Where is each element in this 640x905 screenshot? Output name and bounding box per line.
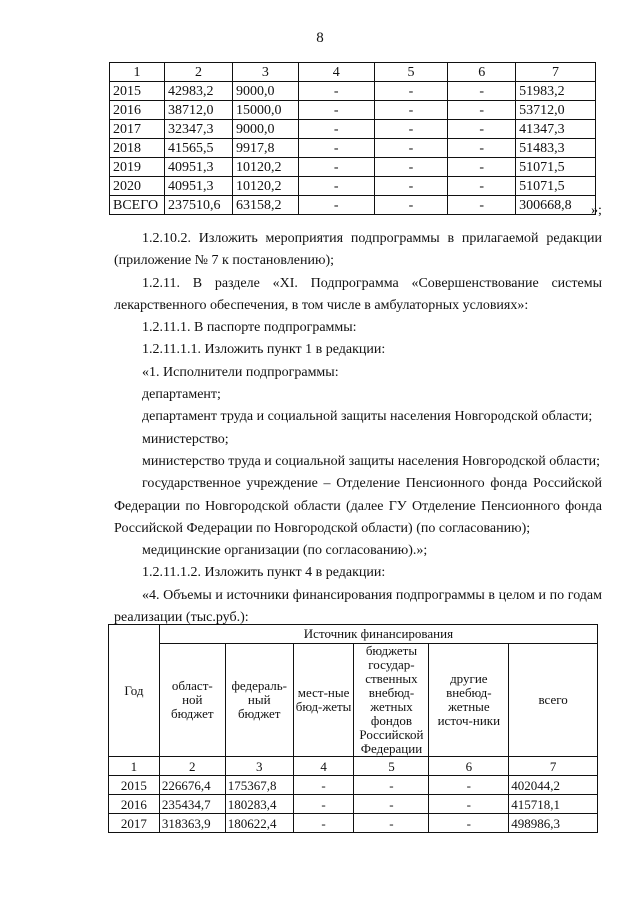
table-cell: - — [429, 795, 509, 814]
table-cell: 2015 — [110, 82, 165, 101]
table-cell: 10120,2 — [232, 177, 298, 196]
table-cell: - — [293, 795, 354, 814]
table-cell: - — [354, 814, 429, 833]
paragraph: 1.2.11.1.2. Изложить пункт 4 в редакции: — [142, 565, 386, 581]
table-cell: - — [354, 776, 429, 795]
column-number: 1 — [109, 757, 160, 776]
table-row — [110, 120, 596, 139]
table-cell: 498986,3 — [509, 814, 598, 833]
table-cell: 415718,1 — [509, 795, 598, 814]
table-cell: 226676,4 — [159, 776, 225, 795]
table-cell: 53712,0 — [516, 101, 596, 120]
table-header-row — [110, 63, 596, 82]
table-cell: 2015 — [109, 776, 160, 795]
table-cell: - — [448, 196, 516, 215]
table-cell: 15000,0 — [232, 101, 298, 120]
paragraph: медицинские организации (по согласованию).»; — [142, 543, 428, 559]
paragraph: «1. Исполнители подпрограммы: — [142, 364, 339, 380]
page-number: 8 — [316, 30, 324, 46]
table-cell: - — [448, 177, 516, 196]
table-cell: 2017 — [109, 814, 160, 833]
paragraph: 1.2.11.1.1. Изложить пункт 1 в редакции: — [142, 342, 386, 358]
closing-quote: »; — [591, 203, 602, 218]
column-number: 5 — [374, 63, 448, 82]
table-cell: - — [448, 139, 516, 158]
table-cell: 63158,2 — [232, 196, 298, 215]
table-cell: 9000,0 — [232, 82, 298, 101]
paragraph: министерство труда и социальной защиты населения Новгородской области; — [142, 453, 600, 469]
table-cell: 2016 — [109, 795, 160, 814]
table-cell: - — [448, 101, 516, 120]
table-cell: 51483,3 — [516, 139, 596, 158]
table-row — [110, 139, 596, 158]
table-cell: - — [298, 139, 374, 158]
table-cell: 9000,0 — [232, 120, 298, 139]
column-header: другие внебюд-жетные источ-ники — [429, 644, 509, 757]
table-cell: - — [429, 814, 509, 833]
column-number: 7 — [516, 63, 596, 82]
table-row — [109, 814, 598, 833]
source-header: Источник финансирования — [159, 625, 597, 644]
table-cell: - — [293, 814, 354, 833]
column-header-year: Год — [109, 625, 160, 757]
column-number: 1 — [110, 63, 165, 82]
table-cell: 235434,7 — [159, 795, 225, 814]
table-row — [109, 776, 598, 795]
table-cell: - — [448, 158, 516, 177]
column-number: 2 — [159, 757, 225, 776]
column-header-row — [109, 644, 598, 757]
table-cell: - — [298, 196, 374, 215]
table-cell: ВСЕГО — [110, 196, 165, 215]
table-cell: - — [374, 120, 448, 139]
table-cell: 2018 — [110, 139, 165, 158]
column-number: 4 — [293, 757, 354, 776]
table-cell: - — [374, 196, 448, 215]
table-cell: 2016 — [110, 101, 165, 120]
column-header: бюджеты государ-ственных внебюд-жетных фондов Российской Федерации — [354, 644, 429, 757]
table-row — [110, 196, 596, 215]
table-row — [110, 158, 596, 177]
table-cell: - — [374, 158, 448, 177]
column-header: федераль-ный бюджет — [225, 644, 293, 757]
paragraph: государственное учреждение – Отделение Пенсионного фонда Российской Федерации по Новгородской области (далее ГУ Отделение Пенсионного фонда Российской Федерации по Новгородской области) (по согласованию); — [114, 476, 602, 536]
column-number: 5 — [354, 757, 429, 776]
table-cell: - — [298, 82, 374, 101]
table-cell: - — [298, 158, 374, 177]
table-cell: 41565,5 — [164, 139, 232, 158]
table-cell: 175367,8 — [225, 776, 293, 795]
table-cell: - — [448, 82, 516, 101]
funding-table-continued — [109, 62, 596, 215]
table-cell: 2017 — [110, 120, 165, 139]
table-cell: - — [298, 177, 374, 196]
funding-sources-table — [108, 624, 598, 833]
table-row — [110, 82, 596, 101]
paragraph: департамент; — [142, 387, 221, 403]
table-cell: - — [298, 101, 374, 120]
column-header: всего — [509, 644, 598, 757]
table-cell: 40951,3 — [164, 158, 232, 177]
table-cell: 2020 — [110, 177, 165, 196]
paragraph: 1.2.10.2. Изложить мероприятия подпрограммы в прилагаемой редакции (приложение № 7 к постановлению); — [114, 231, 602, 269]
table-cell: 300668,8 — [516, 196, 596, 215]
table-cell: - — [374, 139, 448, 158]
column-number: 4 — [298, 63, 374, 82]
paragraph: министерство; — [142, 431, 229, 447]
column-number: 2 — [164, 63, 232, 82]
column-number: 3 — [232, 63, 298, 82]
table-cell: 9917,8 — [232, 139, 298, 158]
table-cell: 41347,3 — [516, 120, 596, 139]
table-cell: 180622,4 — [225, 814, 293, 833]
table-cell: - — [374, 101, 448, 120]
table-cell: 51071,5 — [516, 177, 596, 196]
table-cell: - — [354, 795, 429, 814]
table-cell: - — [374, 82, 448, 101]
table-cell: - — [429, 776, 509, 795]
table-cell: 51071,5 — [516, 158, 596, 177]
table-cell: - — [293, 776, 354, 795]
table-row — [110, 101, 596, 120]
table-cell: 318363,9 — [159, 814, 225, 833]
table-cell: 180283,4 — [225, 795, 293, 814]
column-number: 6 — [448, 63, 516, 82]
table-cell: 237510,6 — [164, 196, 232, 215]
paragraph: департамент труда и социальной защиты населения Новгородской области; — [142, 409, 593, 425]
table-row — [110, 177, 596, 196]
column-header: мест-ные бюд-жеты — [293, 644, 354, 757]
column-number: 7 — [509, 757, 598, 776]
column-number: 6 — [429, 757, 509, 776]
table-row — [109, 795, 598, 814]
table-cell: 51983,2 — [516, 82, 596, 101]
paragraph: 1.2.11.1. В паспорте подпрограммы: — [142, 320, 357, 336]
paragraph: 1.2.11. В разделе «XI. Подпрограмма «Совершенствование системы лекарственного обеспечения, в том числе в амбулаторных условиях»: — [114, 275, 602, 313]
table-cell: 402044,2 — [509, 776, 598, 795]
table-cell: - — [298, 120, 374, 139]
table-cell: 40951,3 — [164, 177, 232, 196]
table-cell: - — [448, 120, 516, 139]
table-cell: 42983,2 — [164, 82, 232, 101]
table-cell: 2019 — [110, 158, 165, 177]
column-number: 3 — [225, 757, 293, 776]
column-header: област-ной бюджет — [159, 644, 225, 757]
paragraph: «4. Объемы и источники финансирования подпрограммы в целом и по годам реализации (тыс.руб.): — [114, 587, 602, 626]
column-number-row — [109, 757, 598, 776]
table-cell: - — [374, 177, 448, 196]
document-body — [114, 228, 602, 629]
table-cell: 10120,2 — [232, 158, 298, 177]
table-cell: 32347,3 — [164, 120, 232, 139]
table-cell: 38712,0 — [164, 101, 232, 120]
